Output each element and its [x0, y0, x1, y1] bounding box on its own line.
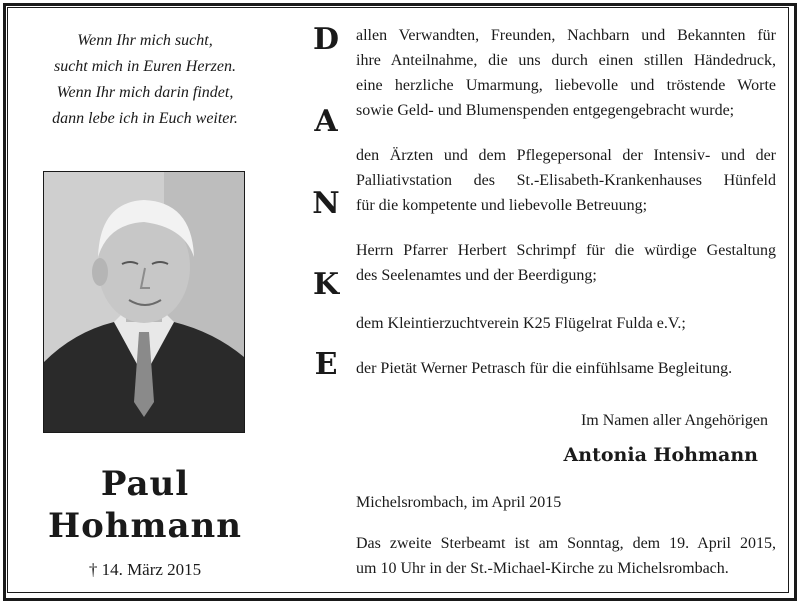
text-line: der Pietät Werner Petrasch für die einfühlsame Begleitung.	[356, 360, 733, 377]
portrait-photo	[43, 171, 245, 433]
death-date: † 14. März 2015	[88, 560, 202, 579]
danke-letter-e: E	[314, 347, 338, 382]
portrait-illustration	[44, 172, 244, 432]
poem-line: Wenn Ihr mich sucht,	[77, 32, 213, 49]
text-line: eine herzliche Umarmung, liebevolle und tröstende Worte	[356, 77, 776, 94]
signature-intro: Im Namen aller Angehörigen	[580, 412, 768, 429]
poem-line: dann lebe ich in Euch weiter.	[52, 110, 238, 127]
danke-letter-a: A	[314, 104, 338, 139]
memorial-service-notice	[356, 531, 776, 581]
text-line: Palliativstation des St.-Elisabeth-Krankenhauses Hünfeld	[356, 172, 776, 189]
text-line: sowie Geld- und Blumenspenden entgegengebracht wurde;	[356, 102, 735, 119]
deceased-last-name: Hohmann	[48, 506, 242, 546]
signature-name: Antonia Hohmann	[563, 444, 758, 466]
place-date	[356, 490, 776, 515]
text-line: um 10 Uhr in der St.-Michael-Kirche zu Michelsrombach.	[356, 560, 729, 577]
text-line: Herrn Pfarrer Herbert Schrimpf für die würdige Gestaltung	[356, 242, 776, 259]
thanks-pastor	[356, 238, 776, 288]
thanks-association	[356, 311, 776, 336]
danke-letter-k: K	[312, 267, 340, 302]
deceased-first-name: Paul	[100, 464, 190, 504]
text-line: dem Kleintierzuchtverein K25 Flügelrat Fulda e.V.;	[356, 315, 686, 332]
danke-letter-n: N	[312, 186, 340, 221]
text-line: Michelsrombach, im April 2015	[356, 494, 562, 511]
thanks-funeral-home	[356, 356, 776, 381]
text-line: für die kompetente und liebevolle Betreuung;	[356, 197, 648, 214]
text-line: des Seelenamtes und der Beerdigung;	[356, 267, 597, 284]
text-line: allen Verwandten, Freunden, Nachbarn und Bekannten für	[356, 27, 776, 44]
text-line: den Ärzten und dem Pflegepersonal der Intensiv- und der	[356, 147, 776, 164]
thanks-relatives	[356, 23, 776, 123]
thanks-medical-staff	[356, 143, 776, 218]
memorial-poem	[30, 28, 260, 132]
text-line: Das zweite Sterbeamt ist am Sonntag, dem 19. April 2015,	[356, 535, 776, 552]
poem-line: sucht mich in Euren Herzen.	[53, 58, 237, 75]
danke-letter-d: D	[312, 22, 339, 57]
text-line: ihre Anteilnahme, die uns durch einen stillen Händedruck,	[356, 52, 776, 69]
poem-line: Wenn Ihr mich darin findet,	[56, 84, 234, 101]
